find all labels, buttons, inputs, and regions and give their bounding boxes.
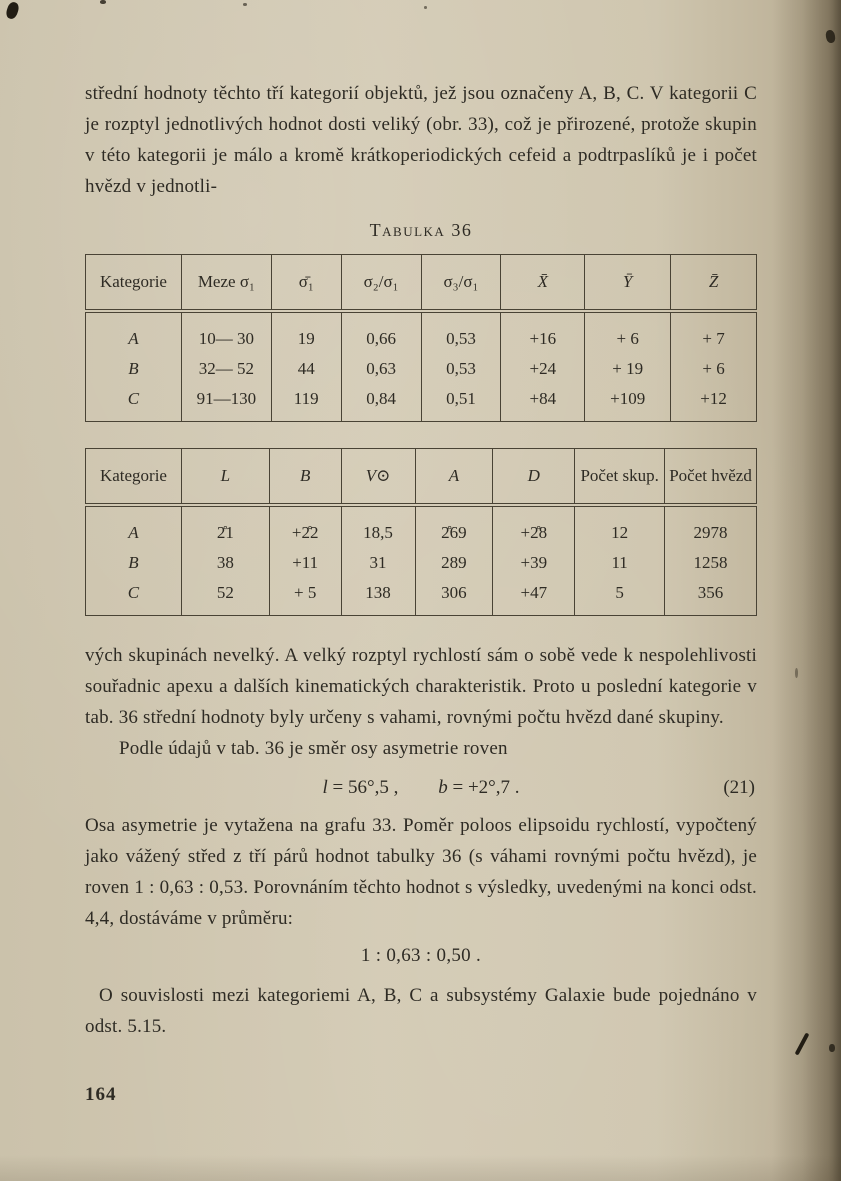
scan-artifact — [243, 3, 247, 6]
table-cell: 91—130 — [181, 384, 271, 422]
table-cell: 138 — [341, 578, 415, 616]
table-cell: A — [86, 311, 182, 354]
table-cell: +84 — [501, 384, 585, 422]
table-cell: 2̊1 — [181, 505, 269, 548]
column-header: Kategorie — [86, 449, 182, 506]
table-cell: 306 — [415, 578, 493, 616]
column-header: σ₂/σ₁ — [341, 255, 421, 312]
column-header: σ̄₁ — [271, 255, 341, 312]
paragraph-podle: Podle údajů v tab. 36 je směr osy asymetrie roven — [119, 738, 508, 759]
binding-shadow — [771, 0, 841, 1181]
equation-var-l: l — [322, 777, 328, 798]
column-header: V⊙ — [341, 449, 415, 506]
table-cell: C — [86, 578, 182, 616]
table-cell: +47 — [493, 578, 575, 616]
equation-number: (21) — [723, 777, 755, 798]
table-cell: 52 — [181, 578, 269, 616]
table-cell: + 19 — [585, 354, 671, 384]
column-header: B — [269, 449, 341, 506]
scan-artifact — [424, 6, 427, 9]
table-cell: +109 — [585, 384, 671, 422]
table-cell: +39 — [493, 548, 575, 578]
page-content — [85, 78, 757, 1042]
table-row — [86, 311, 757, 354]
table-cell: + 5 — [269, 578, 341, 616]
equation-line — [85, 773, 757, 803]
table-cell: +2̊8 — [493, 505, 575, 548]
table-cell: 18,5 — [341, 505, 415, 548]
table-cell: 12 — [575, 505, 665, 548]
column-header: X̄ — [501, 255, 585, 312]
scan-artifact — [795, 668, 798, 678]
bottom-edge-shadow — [0, 1155, 841, 1181]
table-cell: 32— 52 — [181, 354, 271, 384]
table-cell: B — [86, 548, 182, 578]
table-cell: 0,66 — [341, 311, 421, 354]
table-cell: 31 — [341, 548, 415, 578]
table-cell: 19 — [271, 311, 341, 354]
table-cell: 5 — [575, 578, 665, 616]
table-cell: B — [86, 354, 182, 384]
column-header: σ₃/σ₁ — [421, 255, 501, 312]
scan-artifact — [795, 1032, 810, 1055]
table-cell: + 6 — [585, 311, 671, 354]
table-cell: 2978 — [665, 505, 757, 548]
table-cell: 0,53 — [421, 311, 501, 354]
table-header-row — [86, 255, 757, 312]
column-header: Ȳ — [585, 255, 671, 312]
table-cell: 44 — [271, 354, 341, 384]
column-header: Z̄ — [671, 255, 757, 312]
table-row — [86, 548, 757, 578]
paragraph-souvislost: O souvislosti mezi kategoriemi A, B, C a subsystémy Galaxie bude pojednáno v odst. 5.15. — [85, 985, 757, 1037]
table-cell: 38 — [181, 548, 269, 578]
table-2 — [85, 448, 757, 616]
table-cell: A — [86, 505, 182, 548]
column-header: Počet hvězd — [665, 449, 757, 506]
table-cell: +16 — [501, 311, 585, 354]
table-row — [86, 578, 757, 616]
table-cell: 11 — [575, 548, 665, 578]
table-cell: 0,63 — [341, 354, 421, 384]
paragraph-groups: vých skupinách nevelký. A velký rozptyl rychlostí sám o sobě vede k nespolehlivosti souřadnic apexu a dalších kinematických charakteristik. Proto u poslední kategorie v tab. 36 střední hodnoty byly určeny s vahami, rovnými počtu hvězd dané skupiny. — [85, 645, 757, 728]
table-cell: +11 — [269, 548, 341, 578]
table-cell: +12 — [671, 384, 757, 422]
table-cell: +2̊2 — [269, 505, 341, 548]
table-cell: + 7 — [671, 311, 757, 354]
scan-artifact — [825, 29, 837, 44]
table-row — [86, 354, 757, 384]
ratio-line: 1 : 0,63 : 0,50 . — [360, 945, 482, 966]
table-cell: 289 — [415, 548, 493, 578]
table-row — [86, 505, 757, 548]
table-cell: 0,53 — [421, 354, 501, 384]
table-cell: + 6 — [671, 354, 757, 384]
paragraph-osa: Osa asymetrie je vytažena na grafu 33. Poměr poloos elipsoidu rychlostí, vypočtený jako vážený střed z tří párů hodnot tabulky 36 (s váhami rovnými počtu hvězd), je roven 1 : 0,63 : 0,53. Porovnáním těchto hodnot s výsledky, uvedenými na konci odst. 4,4, dostáváme v průměru: — [85, 815, 757, 929]
scan-artifact — [100, 0, 106, 4]
scan-artifact — [5, 1, 21, 21]
equation-rhs: = +2°,7 . — [447, 777, 520, 798]
equation-var-b: b — [438, 777, 448, 798]
column-header: D — [493, 449, 575, 506]
paragraph-intro: střední hodnoty těchto tří kategorií objektů, jež jsou označeny A, B, C. V kategorii C je rozptyl jednotlivých hodnot dosti veliký (obr. 33), což je přirozené, protože skupin v této kategorii je málo a kromě krátkoperiodických cefeid a podtrpaslíků je i počet hvězd v jednotli- — [85, 83, 757, 197]
scan-artifact — [829, 1044, 835, 1052]
page-number: 164 — [85, 1084, 117, 1105]
table-cell: 2̊69 — [415, 505, 493, 548]
table-cell: 1258 — [665, 548, 757, 578]
column-header: Kategorie — [86, 255, 182, 312]
table-header-row — [86, 449, 757, 506]
column-header: A — [415, 449, 493, 506]
equation-lhs: = 56°,5 , — [327, 777, 399, 798]
table-cell: 356 — [665, 578, 757, 616]
table-cell: 119 — [271, 384, 341, 422]
table-cell: 10— 30 — [181, 311, 271, 354]
column-header: Počet skup. — [575, 449, 665, 506]
table-cell: +24 — [501, 354, 585, 384]
table-caption: Tabulka 36 — [369, 220, 473, 240]
table-row — [86, 384, 757, 422]
table-1 — [85, 254, 757, 422]
table-cell: 0,51 — [421, 384, 501, 422]
column-header: L — [181, 449, 269, 506]
table-cell: 0,84 — [341, 384, 421, 422]
column-header: Meze σ₁ — [181, 255, 271, 312]
table-cell: C — [86, 384, 182, 422]
